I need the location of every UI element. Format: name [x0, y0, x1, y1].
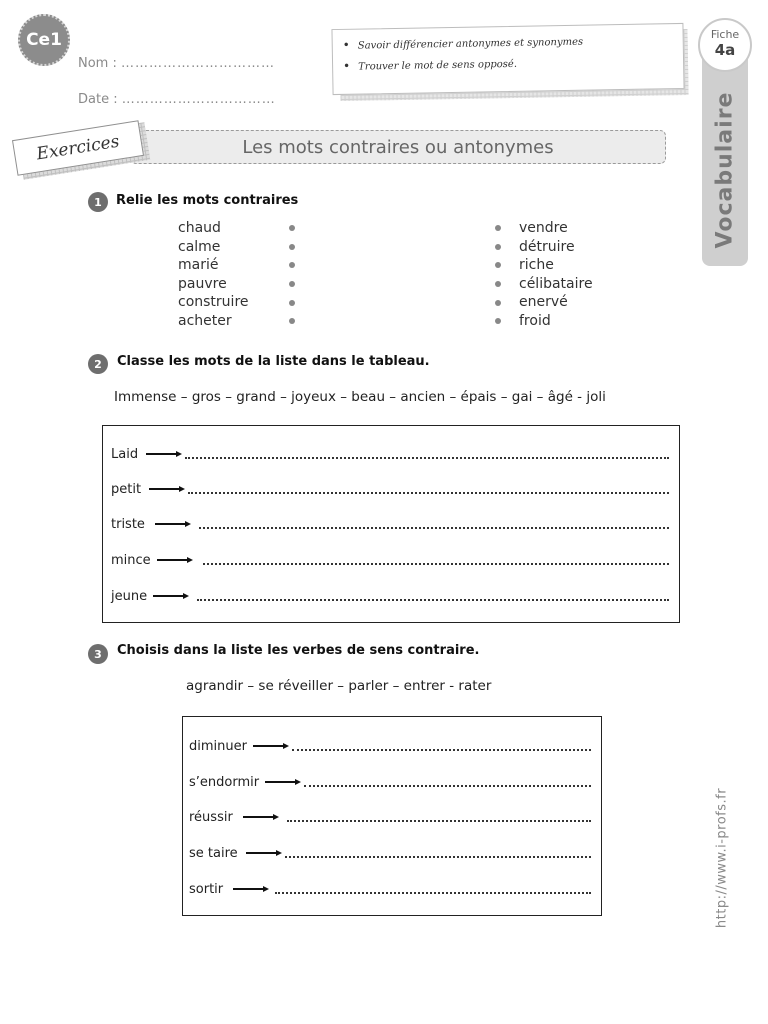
answer-line[interactable]: [197, 599, 669, 601]
page-title: Les mots contraires ou antonymes: [242, 136, 554, 158]
objectives-box: [331, 23, 684, 95]
row-label: s’endormir: [189, 774, 260, 790]
exercise-2-number: [88, 354, 108, 374]
subject-label: Vocabulaire: [712, 91, 738, 249]
date-field[interactable]: ……………………………: [121, 92, 276, 107]
left-word: chaud: [178, 220, 221, 236]
exercise-2-title: Classe les mots de la liste dans le tableau.: [117, 354, 430, 369]
answer-line[interactable]: [188, 492, 669, 494]
left-word: acheter: [178, 312, 232, 329]
row-label: diminuer: [189, 738, 247, 754]
objective-item: • Trouver le mot de sens opposé.: [343, 53, 673, 73]
right-connect-dot[interactable]: [492, 293, 504, 312]
table-row: [189, 736, 591, 756]
left-connect-dot[interactable]: [286, 238, 298, 257]
table-row: [189, 807, 591, 827]
table-row: [111, 514, 669, 534]
row-label: petit: [111, 481, 142, 497]
table-row: [111, 444, 669, 464]
table-row: [189, 879, 591, 899]
arrow-icon: [265, 779, 301, 785]
arrow-icon: [157, 557, 193, 563]
arrow-icon: [149, 486, 185, 492]
exercise-1-title: Relie les mots contraires: [116, 193, 299, 208]
fiche-number: 4a: [714, 41, 736, 59]
answer-line[interactable]: [287, 820, 591, 822]
left-connect-dot[interactable]: [286, 219, 298, 238]
right-word: froid: [519, 312, 551, 329]
date-line: [78, 92, 276, 107]
table-row: [189, 772, 591, 792]
left-connect-dot[interactable]: [286, 275, 298, 294]
left-connect-dot[interactable]: [286, 293, 298, 312]
row-label: se taire: [189, 845, 238, 861]
right-connect-dot[interactable]: [492, 312, 504, 331]
arrow-icon: [253, 743, 289, 749]
right-word: vendre: [519, 220, 568, 236]
answer-line[interactable]: [199, 527, 669, 529]
left-dot-column: [286, 219, 298, 331]
exercise-3-word-list: agrandir – se réveiller – parler – entrer - rater: [186, 678, 492, 694]
row-label: Laid: [111, 446, 139, 462]
left-word: pauvre: [178, 275, 227, 292]
exercise-number-label: 1: [94, 195, 102, 209]
exercise-2-table: [102, 425, 680, 623]
answer-line[interactable]: [185, 457, 669, 459]
exercices-tag-label: Exercices: [35, 131, 121, 165]
exercise-3-number: [88, 644, 108, 664]
row-label: réussir: [189, 809, 233, 825]
row-label: sortir: [189, 881, 224, 897]
name-line: [78, 56, 275, 71]
date-label: Date :: [78, 92, 118, 107]
fiche-badge: [698, 18, 752, 72]
answer-line[interactable]: [203, 563, 669, 565]
right-word: riche: [519, 257, 554, 274]
table-row: [189, 843, 591, 863]
right-connect-dot[interactable]: [492, 256, 504, 275]
exercise-number-label: 2: [94, 357, 102, 371]
exercise-3-title: Choisis dans la liste les verbes de sens contraire.: [117, 643, 480, 658]
answer-line[interactable]: [304, 785, 591, 787]
left-word: calme: [178, 238, 221, 255]
exercise-1-number: [88, 192, 108, 212]
table-row: [111, 586, 669, 606]
left-word-list: [178, 219, 249, 331]
arrow-icon: [233, 886, 269, 892]
right-dot-column: [492, 219, 504, 331]
right-connect-dot[interactable]: [492, 238, 504, 257]
arrow-icon: [153, 593, 189, 599]
website-url[interactable]: http://www.i-profs.fr: [714, 787, 730, 929]
arrow-icon: [146, 451, 182, 457]
answer-line[interactable]: [292, 749, 591, 751]
right-word: enervé: [519, 294, 568, 311]
right-word-list: [519, 219, 593, 331]
table-row: [111, 479, 669, 499]
table-row: [111, 550, 669, 570]
exercise-number-label: 3: [94, 647, 102, 661]
fiche-label: Fiche: [710, 28, 740, 41]
right-word: détruire: [519, 238, 575, 255]
objective-item: • Savoir différencier antonymes et synonymes: [343, 32, 673, 52]
left-word: construire: [178, 294, 249, 311]
arrow-icon: [246, 850, 282, 856]
level-badge: [18, 14, 70, 66]
name-label: Nom :: [78, 56, 117, 71]
level-badge-label: Ce1: [26, 30, 62, 50]
exercise-3-table: [182, 716, 602, 916]
exercise-2-word-list: Immense – gros – grand – joyeux – beau – ancien – épais – gai – âgé - joli: [114, 389, 606, 405]
right-connect-dot[interactable]: [492, 275, 504, 294]
name-field[interactable]: ……………………………: [121, 56, 275, 71]
answer-line[interactable]: [285, 856, 591, 858]
arrow-icon: [243, 814, 279, 820]
right-word: célibataire: [519, 275, 593, 292]
row-label: jeune: [111, 588, 148, 604]
page-title-band: [130, 130, 666, 164]
row-label: mince: [111, 552, 151, 568]
row-label: triste: [111, 516, 145, 532]
arrow-icon: [155, 521, 191, 527]
left-word: marié: [178, 257, 219, 274]
left-connect-dot[interactable]: [286, 256, 298, 275]
left-connect-dot[interactable]: [286, 312, 298, 331]
answer-line[interactable]: [275, 892, 591, 894]
right-connect-dot[interactable]: [492, 219, 504, 238]
